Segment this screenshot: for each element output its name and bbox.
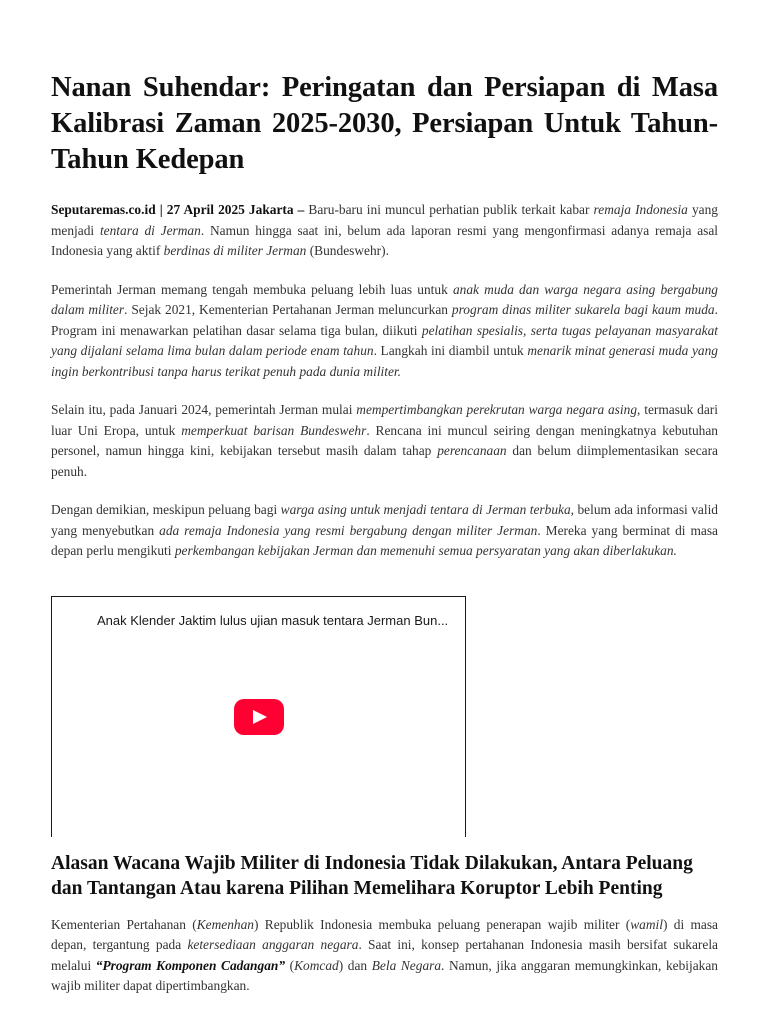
text-run: tentara di Jerman (99, 222, 201, 238)
paragraph-3 (51, 400, 718, 482)
text-run: ) Republik Indonesia membuka peluang penerapan wajib militer ( (254, 916, 631, 932)
text-run: anak muda dan warga negara asing bergabung dalam militer (51, 281, 719, 317)
article-title: Nanan Suhendar: Peringatan dan Persiapan di Masa Kalibrasi Zaman 2025-2030, Persiapan Untuk Tahun-Tahun Kedepan (51, 72, 718, 175)
text-run: ketersediaan anggaran negara (187, 937, 359, 952)
text-run: . Namun hingga saat ini, belum ada laporan resmi yang mengonfirmasi adanya remaja asal Indonesia yang aktif (51, 222, 719, 258)
text-run: . Namun, jika anggaran memungkinkan, kebijakan wajib militer dapat dipertimbangkan. (51, 957, 718, 993)
text-run: remaja Indonesia (593, 202, 688, 217)
paragraph-4 (51, 500, 718, 562)
text-run: . Mereka yang berminat di masa depan perlu mengikuti (51, 522, 718, 558)
text-run: pelatihan spesialis, serta tugas pelayanan masyarakat yang dijalani selama lima bulan dalam periode enam tahun (51, 322, 718, 358)
text-run: menarik minat generasi muda yang ingin berkontribusi tanpa harus terikat penuh pada dunia militer. (51, 343, 718, 379)
text-run: Baru-baru ini muncul perhatian publik terkait kabar (304, 202, 594, 217)
text-run: Komcad (294, 957, 339, 973)
paragraph-2 (51, 280, 718, 383)
text-run: berdinas di militer Jerman (163, 243, 307, 258)
text-run: “Program Komponen Cadangan” (95, 957, 286, 973)
text-run: Kementerian Pertahanan ( (51, 916, 197, 932)
text-run: mempertimbangkan perekrutan warga negara asing (356, 402, 638, 417)
text-run: Bela Negara (371, 957, 442, 973)
play-icon[interactable] (234, 699, 284, 735)
text-run: Pemerintah Jerman memang tengah membuka peluang lebih luas untuk (51, 281, 453, 297)
section-heading: Alasan Wacana Wajib Militer di Indonesia Tidak Dilakukan, Antara Peluang dan Tantangan Atau karena Pilihan Memelihara Koruptor Lebih Penting (51, 852, 693, 899)
text-run: , termasuk dari luar Uni Eropa, untuk (51, 402, 718, 438)
text-run: . Rencana ini muncul seiring dengan meningkatnya kebutuhan personel, namun hingga kini, kebijakan tersebut masih dalam tahap (51, 422, 718, 458)
text-run: Kemenhan (196, 916, 254, 932)
text-run: . Langkah ini diambil untuk (373, 343, 528, 358)
text-run: perkembangan kebijakan Jerman dan memenuhi semua persyaratan yang akan diberlakukan. (174, 543, 677, 558)
text-run: dan belum diimplementasikan secara penuh. (51, 443, 718, 479)
text-run: ( (285, 957, 295, 973)
video-embed[interactable] (51, 596, 466, 837)
paragraph-1 (51, 200, 718, 262)
text-run: Selain itu, pada Januari 2024, pemerintah Jerman mulai (51, 402, 357, 417)
text-run: . Sejak 2021, Kementerian Pertahanan Jerman meluncurkan (124, 302, 452, 317)
text-run: Seputaremas.co.id | 27 April 2025 Jakarta – (51, 202, 305, 217)
text-run: yang menjadi (51, 202, 718, 238)
paragraph-5 (51, 915, 718, 997)
text-run: (Bundeswehr). (306, 243, 389, 258)
article (51, 70, 718, 1015)
text-run: ) di masa depan, tergantung pada (51, 916, 718, 952)
text-run: warga asing untuk menjadi tentara di Jerman terbuka, (280, 502, 574, 517)
text-run: perencanaan (437, 443, 507, 458)
text-run: program dinas militer sukarela bagi kaum muda (451, 302, 715, 317)
text-run: belum ada informasi valid yang menyebutkan (51, 502, 718, 538)
text-run: Dengan demikian, meskipun peluang bagi (51, 502, 281, 517)
text-run: memperkuat barisan Bundeswehr (181, 422, 367, 438)
text-run: . Saat ini, konsep pertahanan Indonesia masih bersifat sukarela melalui (51, 937, 718, 973)
text-run: ) dan (338, 957, 372, 973)
text-run: ada remaja Indonesia yang resmi bergabung dengan militer Jerman (159, 522, 538, 538)
text-run: . Program ini menawarkan pelatihan dasar selama tiga bulan, diikuti (51, 302, 718, 338)
video-title[interactable]: Anak Klender Jaktim lulus ujian masuk tentara Jerman Bun... (97, 612, 449, 628)
text-run: wamil (630, 916, 663, 932)
